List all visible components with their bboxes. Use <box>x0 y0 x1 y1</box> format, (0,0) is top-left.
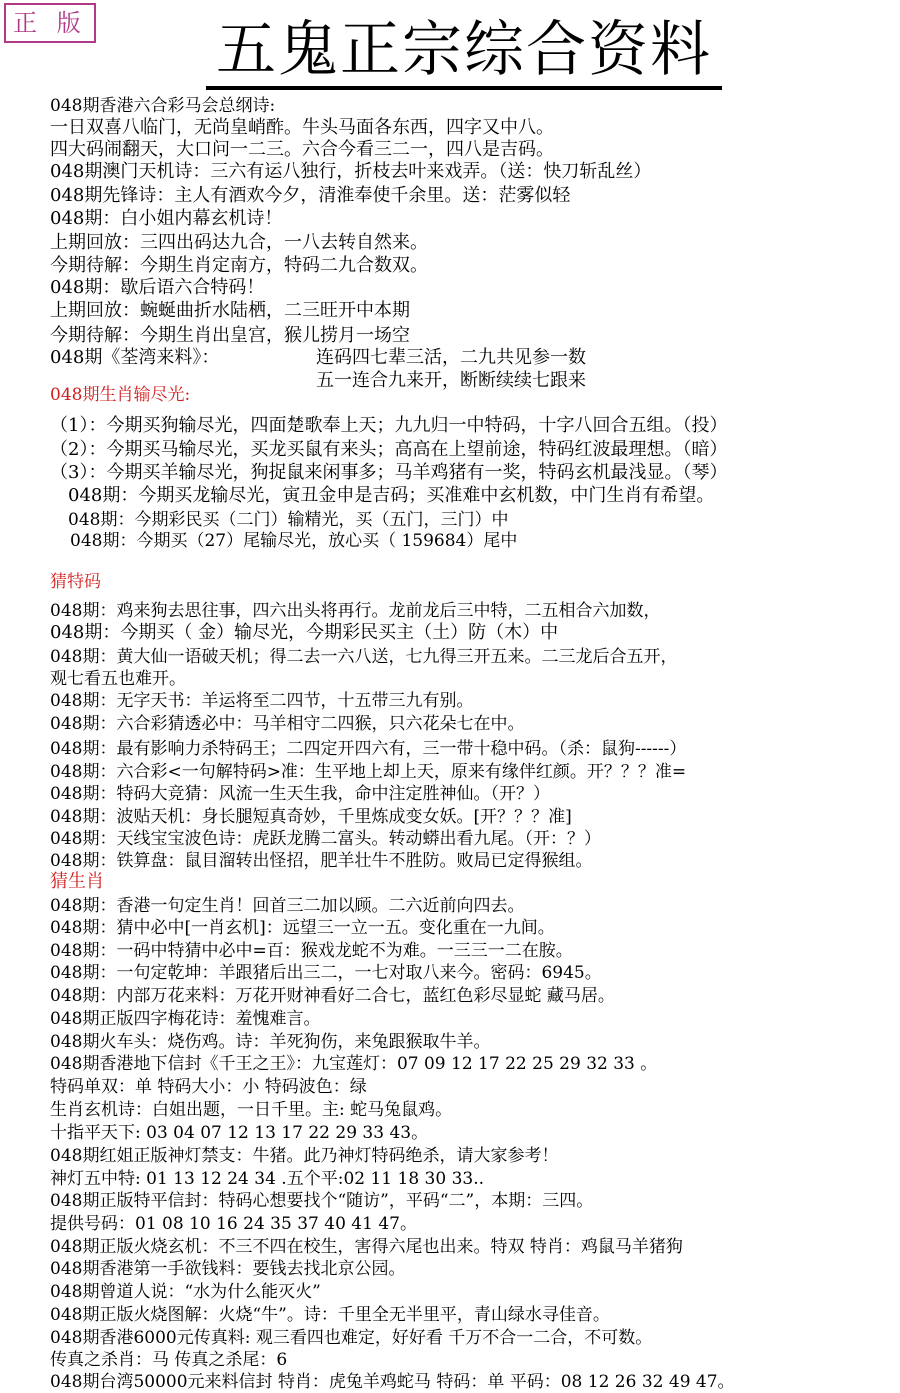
text-line: 048期：铁算盘：鼠目溜转出怪招，肥羊壮牛不胜防。败局已定得猴组。 <box>50 851 593 871</box>
text-line: 048期：特码大竞猜：风流一生天生我，命中注定胜神仙。（开？） <box>50 784 550 804</box>
text-line: 048期正版火烧玄机：不三不四在校生，害得六尾也出来。特双 特肖：鸡鼠马羊猪狗 <box>50 1237 683 1257</box>
section-heading: 猜特码 <box>50 572 101 592</box>
text-line: 今期待解：今期生肖定南方，特码二九合数双。 <box>50 255 428 276</box>
text-line: 048期红姐正版神灯禁支：牛猪。此乃神灯特码绝杀，请大家参考！ <box>50 1146 559 1166</box>
page-title: 五鬼正宗综合资料 <box>206 14 722 90</box>
text-line: 048期：无字天书：羊运将至二四节，十五带三九有别。 <box>50 691 474 711</box>
text-line: 上期回放：蜿蜒曲折水陆栖，二三旺开中本期 <box>50 300 410 321</box>
text-line: 048期澳门天机诗：三六有运八独行，折枝去叶来戏弄。（送：快刀斩乱丝） <box>50 161 652 182</box>
text-line: 048期：今期彩民买（二门）输精光，买（五门，三门）中 <box>68 510 509 530</box>
text-line: 048期：一码中特猜中必中=百：猴戏龙蛇不为难。一三三一二在胺。 <box>50 941 573 961</box>
text-line: 今期待解：今期生肖出皇宫，猴儿捞月一场空 <box>50 325 410 346</box>
text-line: 048期：一句定乾坤：羊跟猪后出三二，一七对取八来今。密码：6945。 <box>50 963 602 983</box>
text-line: 十指平天下: 03 04 07 12 13 17 22 29 33 43。 <box>50 1123 429 1143</box>
text-line: 一日双喜八临门，无尚皇峭酢。牛头马面各东西，四字又中八。 <box>50 117 554 138</box>
text-line: 生肖玄机诗：白姐出题，一日千里。主: 蛇马兔鼠鸡。 <box>50 1100 453 1120</box>
text-line: 048期《荃湾来料》： <box>50 347 220 368</box>
text-line: 连码四七辈三活，二九共见参一数 <box>316 347 586 368</box>
text-line: 048期正版特平信封：特码心想要找个“随访”，平码“二”，本期：三四。 <box>50 1191 594 1211</box>
section-heading: 猜生肖 <box>50 871 104 892</box>
text-line: 048期：白小姐内幕玄机诗！ <box>50 208 283 229</box>
text-line: 四大码闹翻天，大口问一二三。六合今看三二一，四八是吉码。 <box>50 139 554 160</box>
section-heading: 048期生肖输尽光: <box>50 385 191 405</box>
text-line: 048期：最有影响力杀特码王；二四定开四六有，三一带十稳中码。（杀：鼠狗------） <box>50 739 687 759</box>
text-line: 上期回放：三四出码达九合，一八去转自然来。 <box>50 232 428 253</box>
text-line: 提供号码：01 08 10 16 24 35 37 40 41 47。 <box>50 1214 417 1234</box>
text-line: （1）：今期买狗输尽光，四面楚歌奉上天；九九归一中特码，十字八回合五组。（投） <box>50 415 728 436</box>
text-line: 048期香港六合彩马会总纲诗: <box>50 96 276 116</box>
text-line: 048期：波贴天机：身长腿短真奇妙，千里炼成变女妖。[开？？？准] <box>50 807 572 827</box>
text-line: 048期正版火烧图解：火烧“牛”。诗：千里全无半里平，青山绿水寻佳音。 <box>50 1305 610 1325</box>
text-line: 048期：内部万花来料：万花开财神看好二合七，蓝红色彩尽显蛇 藏马居。 <box>50 986 615 1006</box>
text-line: 048期：猜中必中[一肖玄机]：远望三一立一五。变化重在一九间。 <box>50 918 555 938</box>
text-line: 048期：今期买（ 金）输尽光，今期彩民买主（土）防（木）中 <box>50 622 559 643</box>
text-line: （2）：今期买马输尽光，买龙买鼠有来头；高高在上望前途，特码红波最理想。（暗） <box>50 439 728 460</box>
text-line: 048期：香港一句定生肖！回首三二加以顾。二六近前向四去。 <box>50 896 525 916</box>
text-line: （3）：今期买羊输尽光，狗捉鼠来闲事多；马羊鸡猪有一奖，特码玄机最浅显。（琴） <box>50 462 728 483</box>
text-line: 传真之杀肖：马 传真之杀尾：6 <box>50 1350 288 1370</box>
text-line: 048期台湾50000元来料信封 特肖：虎兔羊鸡蛇马 特码：单 平码：08 12 26 32 49 47。 <box>50 1372 735 1392</box>
text-line: 048期：天线宝宝波色诗：虎跃龙腾二富头。转动蟒出看九尾。（开：？） <box>50 829 601 849</box>
text-line: 048期：六合彩<一句解特码>准：生平地上却上天，原来有缘伴红颜。开？？？准= <box>50 762 687 782</box>
text-line: 神灯五中特: 01 13 12 24 34 .五个平:02 11 18 30 33.. <box>50 1169 485 1189</box>
text-line: 048期香港6000元传真料: 观三看四也难定，好好看 千万不合一二合，不可数。 <box>50 1328 653 1348</box>
text-line: 特码单双：单 特码大小：小 特码波色：绿 <box>50 1077 367 1097</box>
text-line: 048期：鸡来狗去思往事，四六出头将再行。龙前龙后三中特，二五相合六加数， <box>50 601 661 621</box>
text-line: 048期正版四字梅花诗：羞愧难言。 <box>50 1009 321 1029</box>
text-line: 048期火车头：烧伤鸡。诗：羊死狗伤，来兔跟猴取牛羊。 <box>50 1032 491 1052</box>
text-line: 048期曾道人说：“水为什么能灭火” <box>50 1282 321 1302</box>
text-line: 048期香港地下信封《千王之王》：九宝莲灯：07 09 12 17 22 25 29 32 33 。 <box>50 1054 658 1074</box>
text-line: 观七看五也难开。 <box>50 669 186 689</box>
text-line: 048期：六合彩猜透必中：马羊相守二四猴，只六花朵七在中。 <box>50 714 525 734</box>
text-line: 048期：歇后语六合特码！ <box>50 277 265 298</box>
text-line: 048期：今期买（27）尾输尽光，放心买（ 159684）尾中 <box>70 531 518 551</box>
text-line: 048期先锋诗：主人有酒欢今夕，清淮奉使千余里。送：茫雾似轻 <box>50 185 571 206</box>
text-line: 048期：今期买龙输尽光，寅丑金申是吉码；买准难中玄机数，中门生肖有希望。 <box>68 485 715 506</box>
text-line: 五一连合九来开，断断续续七跟来 <box>316 370 586 391</box>
text-line: 048期：黄大仙一语破天机；得二去一六八送，七九得三开五来。二三龙后合五开， <box>50 647 678 667</box>
text-line: 048期香港第一手欲钱料：要钱去找北京公园。 <box>50 1259 406 1279</box>
zhengban-badge: 正 版 <box>4 3 96 43</box>
